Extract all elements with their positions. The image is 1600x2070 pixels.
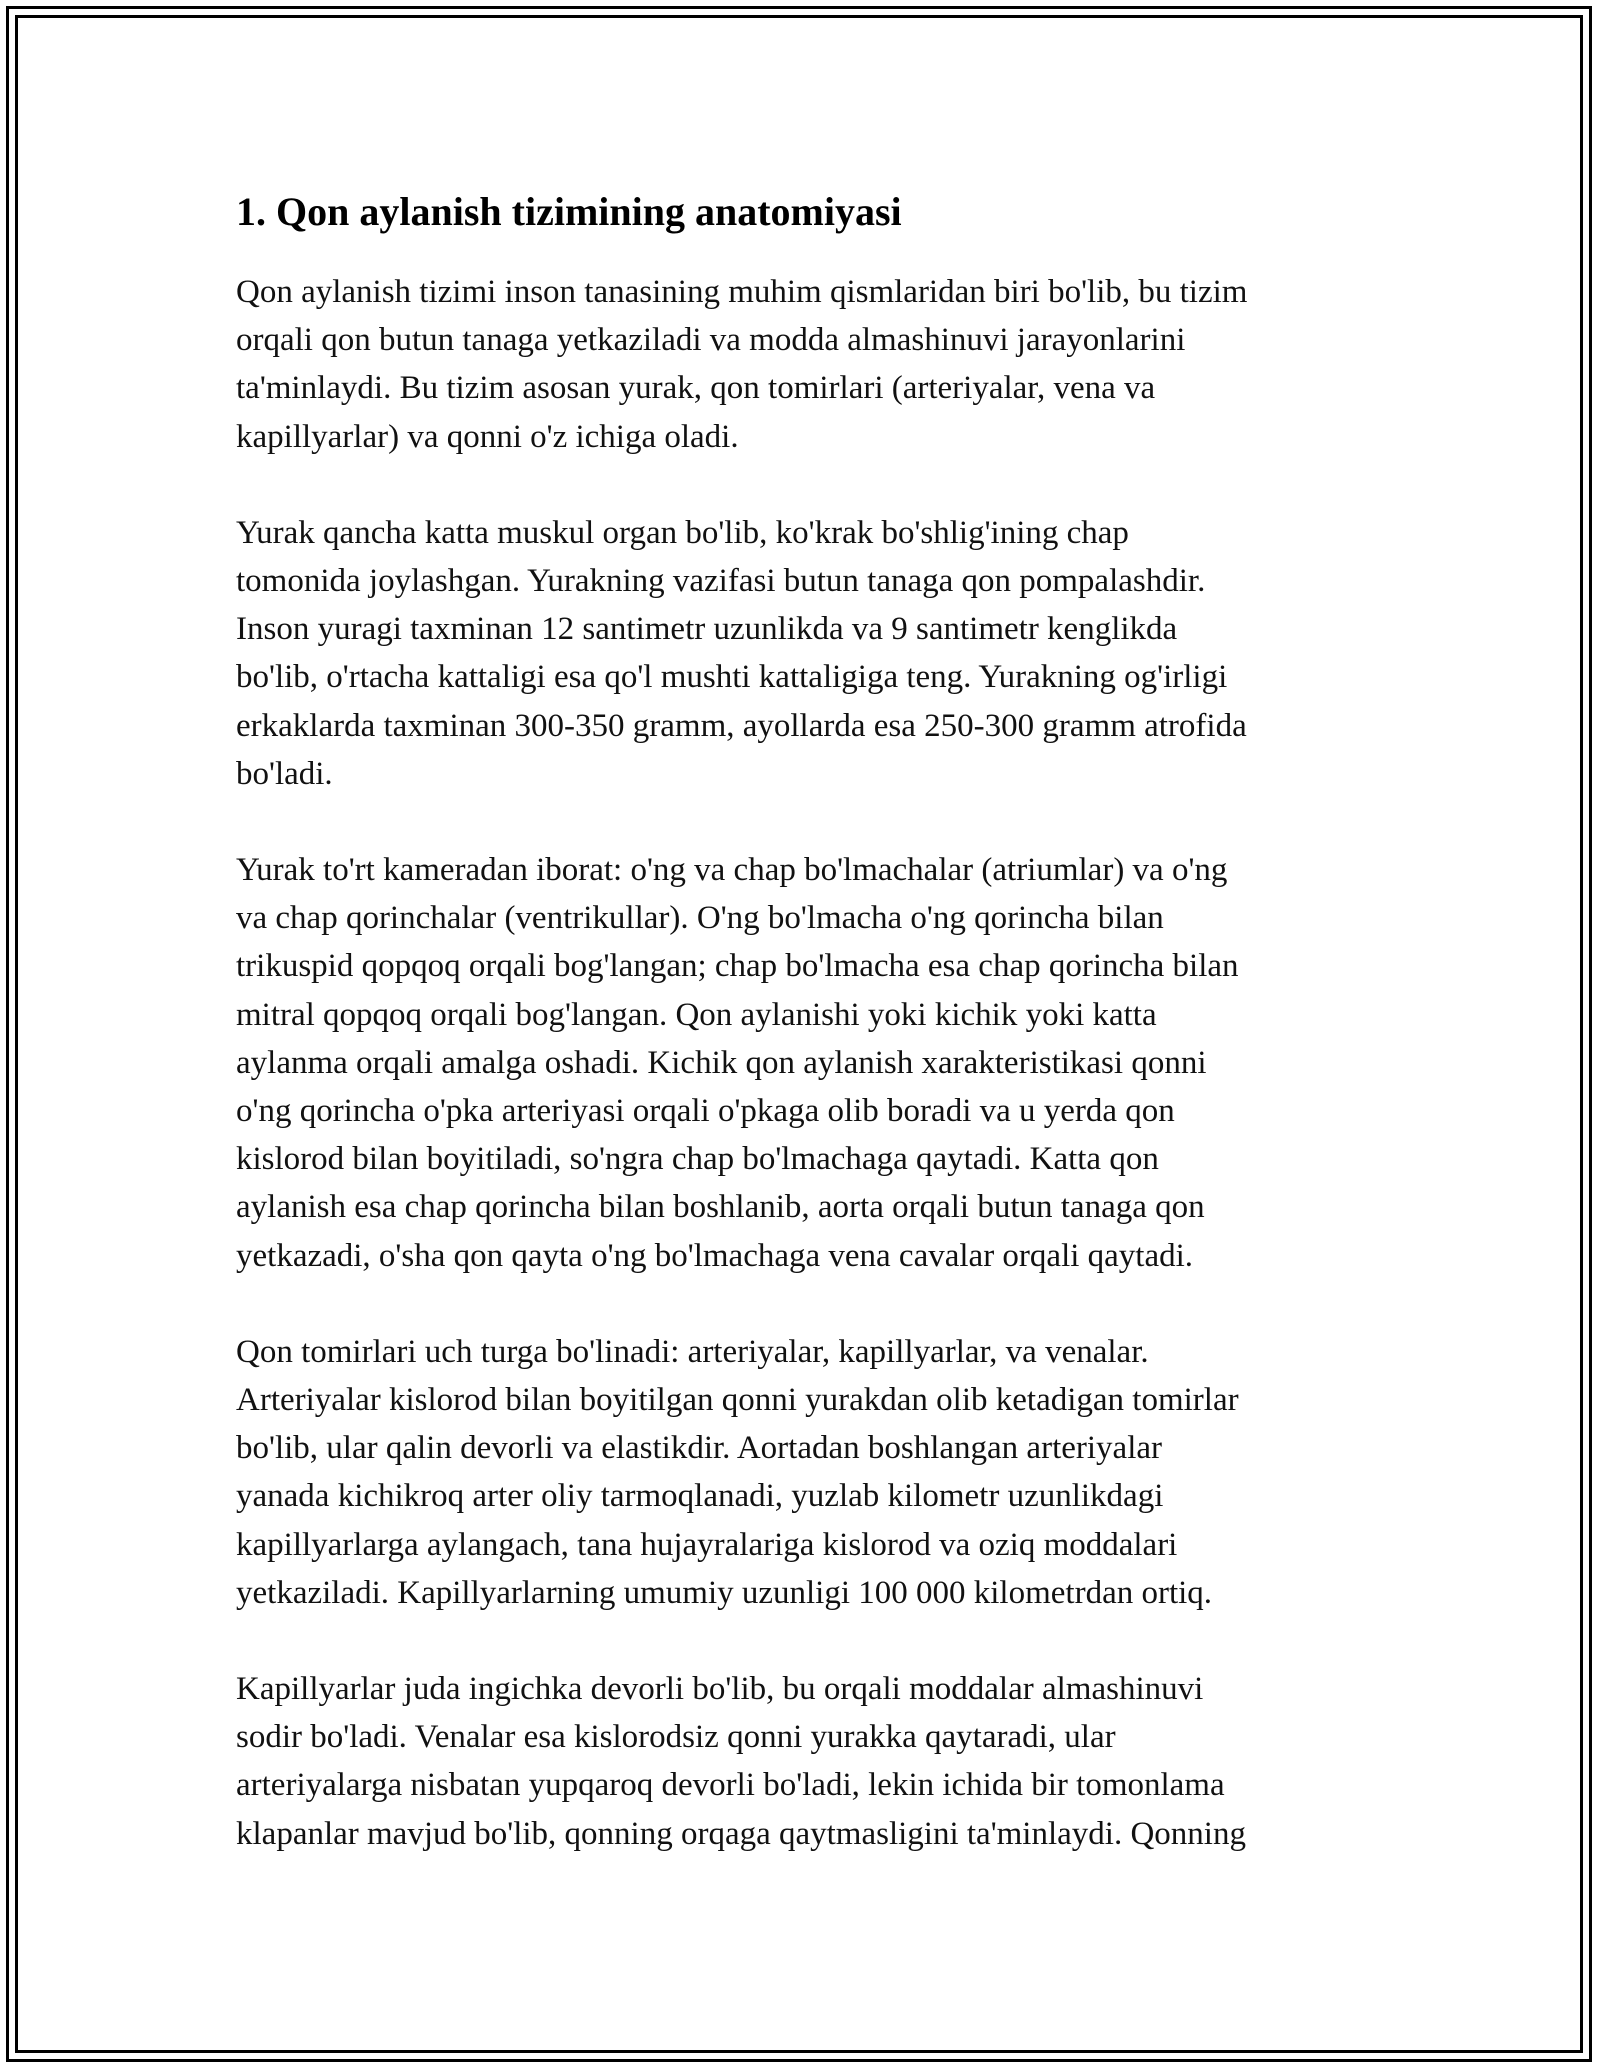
paragraph-line: orqali qon butun tanaga yetkaziladi va modda almashinuvi jarayonlarini [236,322,1186,359]
paragraph-line: Qon tomirlari uch turga bo'linadi: arteriyalar, kapillyarlar, va venalar. [236,1333,1149,1370]
paragraph-line: yetkaziladi. Kapillyarlarning umumiy uzunligi 100 000 kilometrdan ortiq. [236,1574,1213,1611]
paragraph-line: o'ng qorincha o'pka arteriyasi orqali o'pkaga olib boradi va u yerda qon [236,1093,1175,1130]
paragraph-line: bo'lib, o'rtacha kattaligi esa qo'l mushti kattaligiga teng. Yurakning og'irligi [236,659,1228,696]
paragraph-line: Yurak to'rt kameradan iborat: o'ng va chap bo'lmachalar (atriumlar) va o'ng [236,852,1228,889]
paragraph-line: ta'minlaydi. Bu tizim asosan yurak, qon tomirlari (arteriyalar, vena va [236,370,1156,407]
paragraph-vessels [236,1328,1366,1617]
paragraph-chambers [236,846,1366,1280]
paragraph-line: Inson yuragi taxminan 12 santimetr uzunlikda va 9 santimetr kenglikda [236,611,1178,648]
paragraph-line: aylanma orqali amalga oshadi. Kichik qon aylanish xarakteristikasi qonni [236,1044,1207,1081]
paragraph-line: Qon aylanish tizimi inson tanasining muhim qismlaridan biri bo'lib, bu tizim [236,274,1248,310]
paragraph-line: Arteriyalar kislorod bilan boyitilgan qonni yurakdan olib ketadigan tomirlar [236,1382,1239,1419]
paragraph-line: bo'lib, ular qalin devorli va elastikdir. Aortadan boshlangan arteriyalar [236,1430,1162,1467]
paragraph-heart [236,509,1366,798]
paragraph-line: bo'ladi. [236,755,333,792]
paragraph-line: kislorod bilan boyitiladi, so'ngra chap bo'lmachaga qaytadi. Katta qon [236,1141,1159,1178]
paragraph-line: Kapillyarlar juda ingichka devorli bo'lib, bu orqali moddalar almashinuvi [236,1671,1204,1708]
paragraph-intro [236,268,1366,461]
section-heading: 1. Qon aylanish tizimining anatomiyasi [236,189,902,234]
paragraph-line: erkaklarda taxminan 300-350 gramm, ayollarda esa 250-300 gramm atrofida [236,707,1247,744]
paragraph-line: va chap qorinchalar (ventrikullar). O'ng bo'lmacha o'ng qorincha bilan [236,900,1164,937]
paragraph-line: yanada kichikroq arter oliy tarmoqlanadi, yuzlab kilometr uzunlikdagi [236,1478,1164,1515]
paragraph-line: kapillyarlar) va qonni o'z ichiga oladi. [236,418,739,455]
paragraph-line: tomonida joylashgan. Yurakning vazifasi butun tanaga qon pompalashdir. [236,563,1206,600]
paragraph-line: Yurak qancha katta muskul organ bo'lib, ko'krak bo'shlig'ining chap [236,514,1129,551]
paragraph-capillaries [236,1665,1366,1858]
paragraph-line: mitral qopqoq orqali bog'langan. Qon aylanishi yoki kichik yoki katta [236,996,1157,1033]
paragraph-line: arteriyalarga nisbatan yupqaroq devorli bo'ladi, lekin ichida bir tomonlama [236,1767,1225,1804]
paragraph-line: yetkazadi, o'sha qon qayta o'ng bo'lmachaga vena cavalar orqali qaytadi. [236,1237,1194,1274]
document-body [236,186,1366,1906]
paragraph-line: aylanish esa chap qorincha bilan boshlanib, aorta orqali butun tanaga qon [236,1189,1205,1226]
paragraph-line: trikuspid qopqoq orqali bog'langan; chap bo'lmacha esa chap qorincha bilan [236,948,1239,985]
paragraph-line: kapillyarlarga aylangach, tana hujayralariga kislorod va oziq moddalari [236,1526,1178,1563]
paragraph-line: sodir bo'ladi. Venalar esa kislorodsiz qonni yurakka qaytaradi, ular [236,1719,1116,1756]
paragraph-line: klapanlar mavjud bo'lib, qonning orqaga qaytmasligini ta'minlaydi. Qonning [236,1815,1246,1852]
